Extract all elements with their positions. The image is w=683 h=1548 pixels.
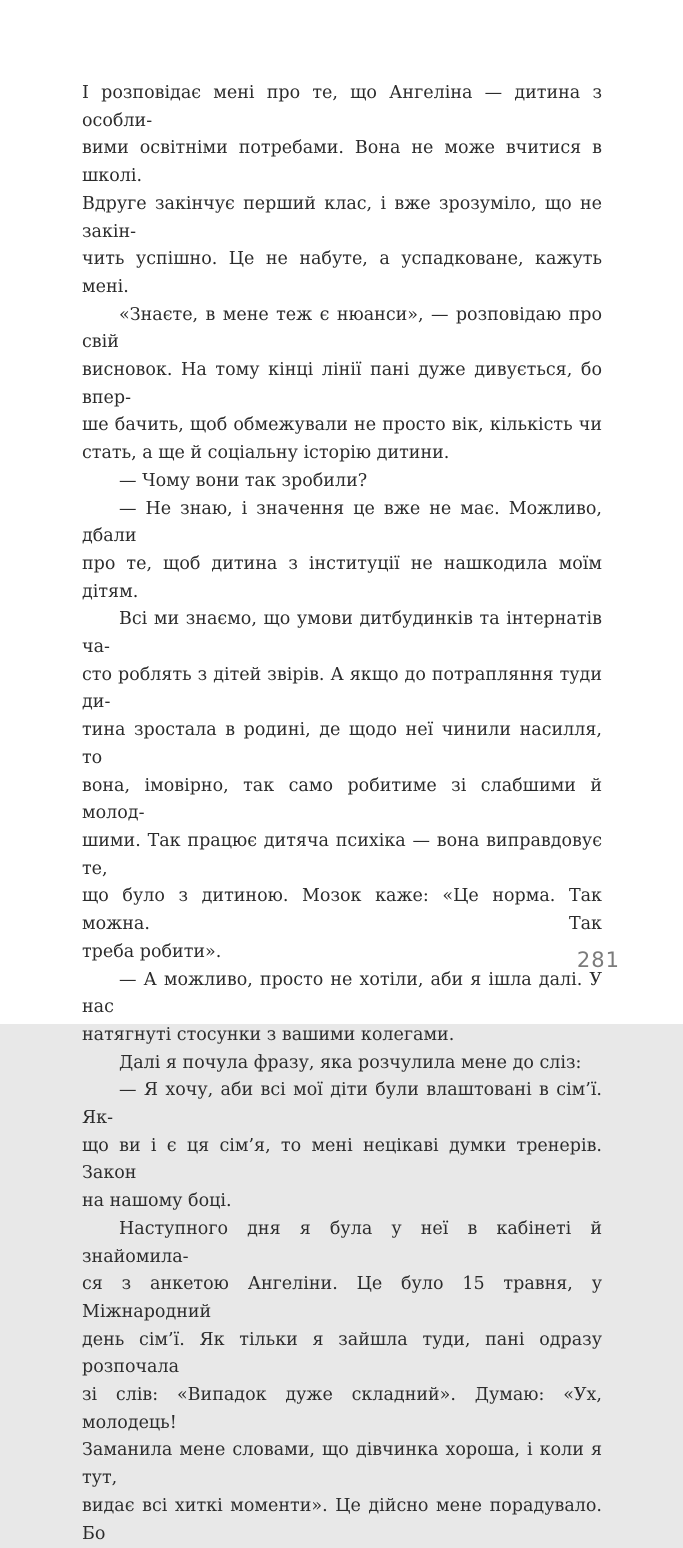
paragraph (82, 496, 602, 607)
text-line: — Я хочу, аби всі мої діти були влаштовані в сім’ї. Як- (82, 1080, 602, 1129)
text-line: Вдруге закінчує перший клас, і вже зрозуміло, що не закін- (82, 193, 602, 242)
text-line: зі слів: «Випадок дуже складний». Думаю: «Ух, молодець! (82, 1385, 602, 1433)
text-line: — Не знаю, і значення це вже не має. Можливо, дбали (82, 498, 602, 547)
text-line: висновок. На тому кінці лінії пані дуже дивується, бо впер- (82, 360, 602, 408)
text-line: — Чому вони так зробили? (119, 470, 368, 491)
text-line: Наступного дня я була у неї в кабінеті й знайомила- (82, 1218, 602, 1267)
text-line: Заманила мене словами, що дівчинка хороша, і коли я тут, (82, 1440, 602, 1489)
text-line: ся з анкетою Ангеліни. Це було 15 травня, у Міжнародний (82, 1274, 602, 1322)
text-line: день сім’ї. Як тільки я зайшла туди, пані одразу розпочала (82, 1329, 602, 1378)
text-line: про те, щоб дитина з інституції не нашкодила моїм дітям. (82, 553, 602, 602)
text-line: чить успішно. Це не набуте, а успадковане, кажуть мені. (82, 249, 602, 297)
text-line: стать, а ще й соціальну історію дитини. (82, 443, 450, 464)
paragraph (82, 80, 602, 302)
paragraph (82, 606, 602, 966)
text-line: натягнуті стосунки з вашими колегами. (82, 1024, 455, 1045)
text-line: Всі ми знаємо, що умови дитбудинків та інтернатів ча- (82, 609, 602, 658)
paragraph (82, 1077, 602, 1216)
text-line: на нашому боці. (82, 1191, 232, 1212)
text-line: — А можливо, просто не хотіли, аби я ішла далі. У нас (82, 969, 602, 1018)
paragraph (82, 302, 602, 468)
text-line: що було з дитиною. Мозок каже: «Це норма. Так можна. Так (82, 886, 602, 935)
text-line: що ви і є ця сім’я, то мені нецікаві думки тренерів. Закон (82, 1135, 602, 1184)
text-line: «Знаєте, в мене теж є нюанси», — розповідаю про свій (82, 304, 602, 353)
text-line: ше бачить, щоб обмежували не просто вік, кількість чи (82, 415, 602, 436)
paragraph (82, 1216, 602, 1548)
text-line: вона, імовірно, так само робитиме зі слабшими й молод- (82, 775, 602, 824)
paragraph (82, 967, 602, 1050)
paragraph (82, 468, 602, 496)
page-number: 281 (576, 948, 620, 972)
text-line: треба робити». (82, 941, 222, 962)
text-line: шими. Так працює дитяча психіка — вона виправдовує те, (82, 830, 602, 879)
text-line: тина зростала в родині, де щодо неї чинили насилля, то (82, 720, 602, 768)
text-line: вими освітніми потребами. Вона не може вчитися в школі. (82, 138, 602, 187)
text-line: І розповідає мені про те, що Ангеліна — дитина з особли- (82, 83, 602, 131)
body-text (82, 80, 602, 1548)
text-line: видає всі хиткі моменти». Це дійсно мене порадувало. Бо (82, 1495, 602, 1544)
text-line: сто роблять з дітей звірів. А якщо до потрапляння туди ди- (82, 664, 602, 713)
text-line: Далі я почула фразу, яка розчулила мене до сліз: (119, 1052, 582, 1073)
paragraph (82, 1050, 602, 1078)
